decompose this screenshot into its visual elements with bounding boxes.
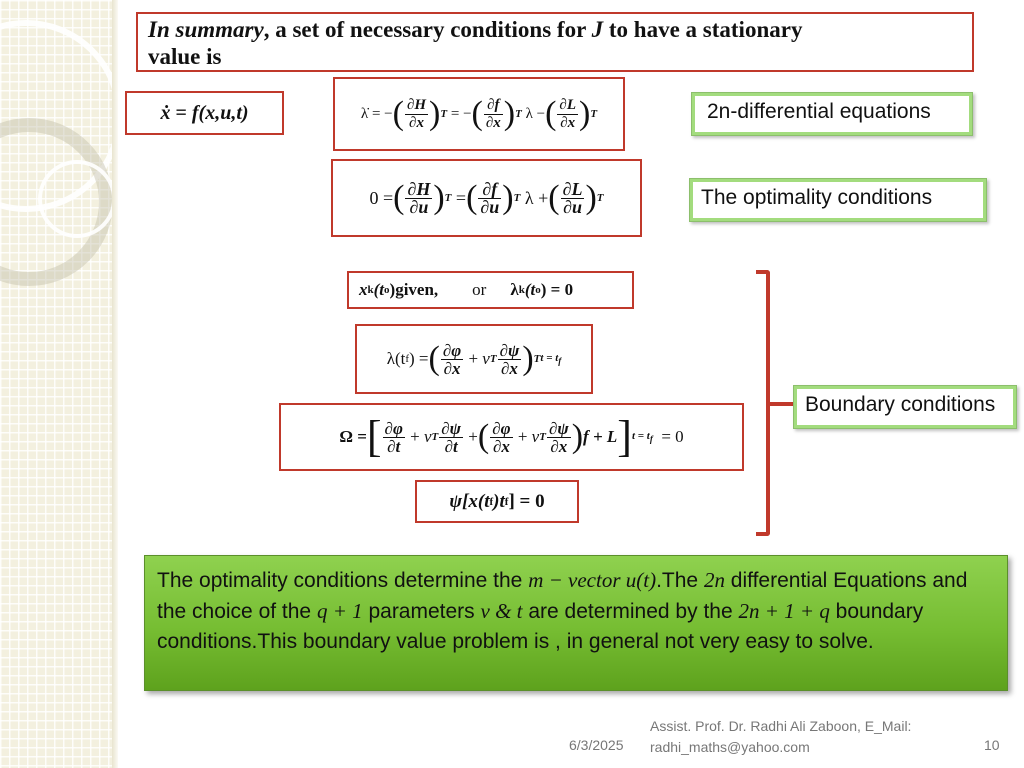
operator: = [382,187,394,208]
operator: + [410,427,420,446]
subscript: f [405,353,410,365]
operator: + [538,187,549,208]
title-box [136,12,974,72]
transpose: T [590,108,598,120]
eval-at: t = t [540,351,559,364]
boundary-brace [756,270,770,536]
fraction [484,97,503,132]
numerator: ∂φ [384,418,403,438]
operator: − [536,105,546,122]
fraction [498,342,522,377]
f-symbol: f [191,101,199,124]
fraction [383,420,405,455]
label-boundary-conditions [793,385,1017,429]
lambda: λ [524,187,534,208]
numerator: ∂ψ [548,418,569,438]
title-variable: J [591,17,604,42]
operator: + [517,427,528,446]
denominator: ∂x [501,358,518,378]
paren: ) [389,280,396,299]
lambda-tf: λ(t [386,349,406,368]
xdot-symbol: ẋ [160,101,171,124]
decorative-strip-edge [112,0,118,768]
fraction [439,420,463,455]
subscript: o [384,284,390,296]
equals-sign: ) = [409,349,429,368]
numerator: ∂φ [492,418,511,438]
summary-math: q + 1 [316,599,363,623]
footer-date: 6/3/2025 [569,737,624,753]
transpose: T [444,192,452,204]
or-text: or [472,280,487,299]
psi-expression: ψ[x(t [449,490,490,512]
denominator: ∂u [409,196,429,217]
transpose: T [513,192,521,204]
denominator: ∂t [444,436,458,456]
transpose: T [515,108,522,120]
equals-zero: ) = 0 [540,280,574,299]
lambda: λ [525,105,533,122]
operator: = [455,187,467,208]
optimality-equation: 0 = ( $\frac{\partial H}{\partial u}$ ) T = ( $\frac{\partial f}{\partial u}$ ) T λ + ( $\frac{\partial L}{\partial u}$ ) T [331,159,642,237]
title-text-2: to have a stationary [603,17,803,42]
lambda-dot: λ̇ [360,105,369,122]
equals-sign: = [170,101,192,124]
nu: ν [531,427,540,446]
fraction [478,178,501,217]
summary-math: 2n [703,568,725,592]
numerator: ∂L [559,96,576,113]
f-plus-L: f + L [583,427,618,446]
transpose: T [431,431,439,443]
subscript: k [518,284,525,296]
nu: ν [482,349,490,368]
label-text: The optimality conditions [693,182,983,218]
nu: ν [424,427,432,446]
zero: 0 [369,187,379,208]
summary-math: m − vector u(t) [528,568,657,592]
omega: Ω = [339,427,367,446]
subscript: f [504,495,509,508]
denominator: ∂x [492,436,510,456]
footer-author-line-1: Assist. Prof. Dr. Radhi Ali Zaboon, E_Mail: [650,718,912,734]
summary-text: are determined by the [522,600,739,623]
equals-zero: ] = 0 [508,490,545,512]
subscript: f [558,356,562,367]
state-args: (x,u,t) [198,101,249,124]
label-differential-equations [691,92,973,136]
summary-text: .The [656,569,704,592]
transpose: T [539,431,546,443]
transversality-condition: Ω = [ $\frac{\partial\varphi}{\partial t}$ + ν T $\frac{\partial\psi}{\partial t}$ + ( $\frac{\partial\varphi}{\partial x}$ + ν T $\frac{\partial\psi}{\partial x}$ ) f + L ] $t = t_f$ = 0 [279,403,744,471]
subscript: f [649,434,653,445]
title-line-2: value is [148,44,222,69]
denominator: ∂x [550,436,568,456]
numerator: ∂f [487,96,500,113]
fraction [547,420,571,455]
decorative-side-strip [0,0,118,768]
transpose: T [489,353,497,365]
label-text: 2n-differential equations [695,96,969,132]
denominator: ∂x [409,114,424,131]
denominator: ∂u [480,196,500,217]
fraction [557,97,578,132]
label-optimality-conditions [689,178,987,222]
numerator: ∂L [562,178,583,199]
state-equation [125,91,284,135]
subscript: k [367,284,374,296]
summary-math: 2n + 1 + q [738,599,830,623]
psi-expression: )t [493,490,505,512]
denominator: ∂x [485,114,501,131]
operator: = − [450,105,472,122]
lambda: λ [510,280,519,299]
numerator: ∂H [406,96,427,113]
transpose: T [533,353,541,365]
t-symbol: (t [373,280,385,299]
title-line-1 [148,16,962,43]
title-emphasis: In summary [148,17,264,42]
denominator: ∂t [387,436,401,456]
t-symbol: (t [524,280,536,299]
terminal-costate-condition: λ(t f ) = ( $\frac{\partial\varphi}{\partial x}$ + ν T $\frac{\partial\psi}{\partial x}$ ) T $t = t_f$ [355,324,593,394]
denominator: ∂x [443,358,461,378]
subscript: o [535,284,541,296]
footer-author-line-2: radhi_maths@yahoo.com [650,739,810,755]
summary-text: The optimality conditions determine the [157,569,529,592]
numerator: ∂H [407,178,431,199]
footer-author [650,716,911,758]
fraction [405,97,428,132]
operator: + [468,349,479,368]
operator: = − [371,105,393,122]
page-number: 10 [984,737,1000,753]
decorative-ring [38,160,116,238]
numerator: ∂φ [442,340,462,360]
label-text: Boundary conditions [797,389,1013,425]
fraction [405,178,432,217]
summary-text: boundary conditions.This boundary value problem is , in general not very easy to solve. [157,600,924,653]
numerator: ∂f [482,178,498,199]
terminal-constraint [415,480,579,523]
eval-at: t = t [631,429,650,442]
title-text: , a set of necessary conditions for [263,17,592,42]
x-symbol: x [359,280,368,299]
summary-math: v & t [480,599,523,623]
costate-equation: λ̇ = − ( $\frac{\partial H}{\partial x}$ ) T = − ( $\frac{\partial f}{\partial x}$ ) T λ − ( $\frac{\partial L}{\partial x}$ ) T [333,77,625,151]
summary-box [144,555,1008,691]
denominator: ∂u [563,196,582,217]
transpose: T [596,192,604,204]
equals-zero: = 0 [661,427,684,446]
subscript: f [489,495,494,508]
numerator: ∂ψ [499,340,520,360]
fraction [441,342,463,377]
summary-text: parameters [362,600,481,623]
boundary-brace-tip [770,402,794,406]
transpose: T [440,108,448,120]
summary-text: differential Equations and the choice of the [157,569,968,623]
initial-condition [347,271,634,309]
fraction [561,178,585,217]
operator: + [468,427,478,446]
given-text: given, [395,280,439,299]
denominator: ∂x [560,114,576,131]
numerator: ∂ψ [441,418,462,438]
fraction [490,420,512,455]
